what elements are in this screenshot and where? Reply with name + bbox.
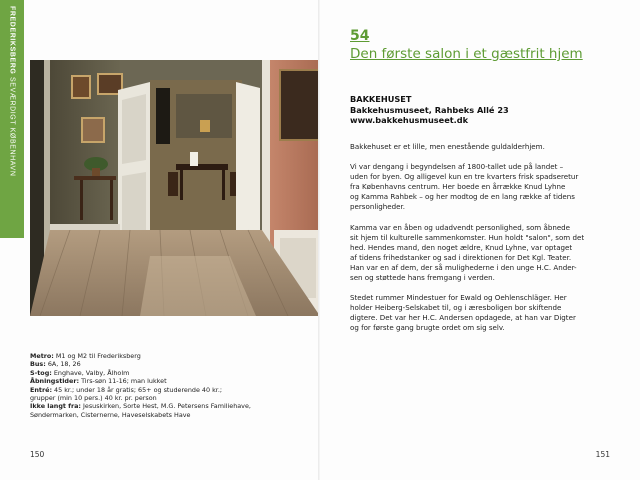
section-side-tab [0, 0, 24, 238]
text-line: Stedet rummer Mindestuer for Ewald og Oehlenschläger. Her [350, 293, 567, 303]
section-tab-label: FREDERIKSBERG SEVÆRDIGT KØBENHAVN [8, 6, 16, 177]
text-line: personligheder. [350, 202, 406, 212]
text-line: digtere. Det var her H.C. Andersen opdagede, at han var Digter [350, 313, 576, 323]
info-metro: Metro: M1 og M2 til Frederiksberg [30, 352, 141, 360]
text-line: fra Københavns centrum. Her boede en årrække Knud Lyhne [350, 182, 566, 192]
venue-name: BAKKEHUSET [350, 94, 412, 104]
text-line: og Kamma Rahbek – og her modtog de en lang række af tidens [350, 192, 575, 202]
text-line: Kamma var en åben og udadvendt personlighed, som åbnede [350, 222, 571, 232]
info-admission-continued: grupper (min 10 pers.) 40 kr. pr. person [30, 394, 157, 403]
text-line: holder Heiberg-Selskabet til, og i æresboligen bor skiftende [350, 303, 562, 313]
text-line: Vi var dengang i begyndelsen af 1800-tallet ude på landet – [350, 162, 564, 172]
info-admission: Entré: 45 kr.; under 18 år gratis; 65+ og studerende 40 kr.; [30, 385, 223, 394]
text-line: og for første gang brugte ordet om sig selv. [350, 323, 505, 333]
article-body [350, 142, 615, 344]
text-line: sit hjem til kulturelle sammenkomster. Hun holdt "salon", som det [350, 232, 585, 242]
text-line: sen og støttede hans fremgang i verden. [350, 273, 495, 283]
venue-address: Bakkehusmuseet, Rahbeks Allé 23 [350, 104, 509, 115]
paragraph [350, 142, 615, 152]
info-s-train: S-tog: Enghave, Valby, Ålholm [30, 368, 130, 377]
paragraph [350, 162, 615, 212]
interior-photo-illustration [30, 60, 320, 316]
entry-number: 54 [350, 28, 370, 44]
info-nearby: Ikke langt fra: Jesuskirken, Sorte Hest, M.G. Petersens Familiehave, [30, 402, 251, 411]
paragraph [350, 293, 615, 333]
text-line: Bakkehuset er et lille, men enestående guldalderhjem. [350, 142, 545, 151]
info-bus: Bus: 6A, 18, 26 [30, 360, 81, 369]
venue-block [350, 94, 615, 126]
right-page [320, 0, 640, 480]
entry-title: Den første salon i et gæstfrit hjem [350, 46, 583, 62]
paragraph [350, 223, 615, 284]
text-line: hed. Hendes mand, den noget ældre, Knud Lyhne, var optaget [350, 242, 573, 252]
visitor-info [30, 352, 310, 419]
info-opening-hours: Åbningstider: Tirs-søn 11-16; man lukket [30, 377, 167, 386]
page-number-left: 150 [30, 450, 45, 459]
info-nearby-continued: Søndermarken, Cisternerne, Haveselskabets Have [30, 410, 191, 419]
text-line: af tidens frihedstanker og sad i direktionen for Det Kgl. Teater. [350, 252, 572, 262]
text-line: Han var en af dem, der så mulighederne i den unge H.C. Ander- [350, 262, 577, 272]
text-line: uden for byen. Og alligevel kun en tre kvarters frisk spadseretur [350, 172, 579, 182]
page-number-right: 151 [595, 450, 610, 459]
venue-website[interactable]: www.bakkehusmuseet.dk [350, 115, 469, 126]
interior-photo [30, 60, 320, 316]
